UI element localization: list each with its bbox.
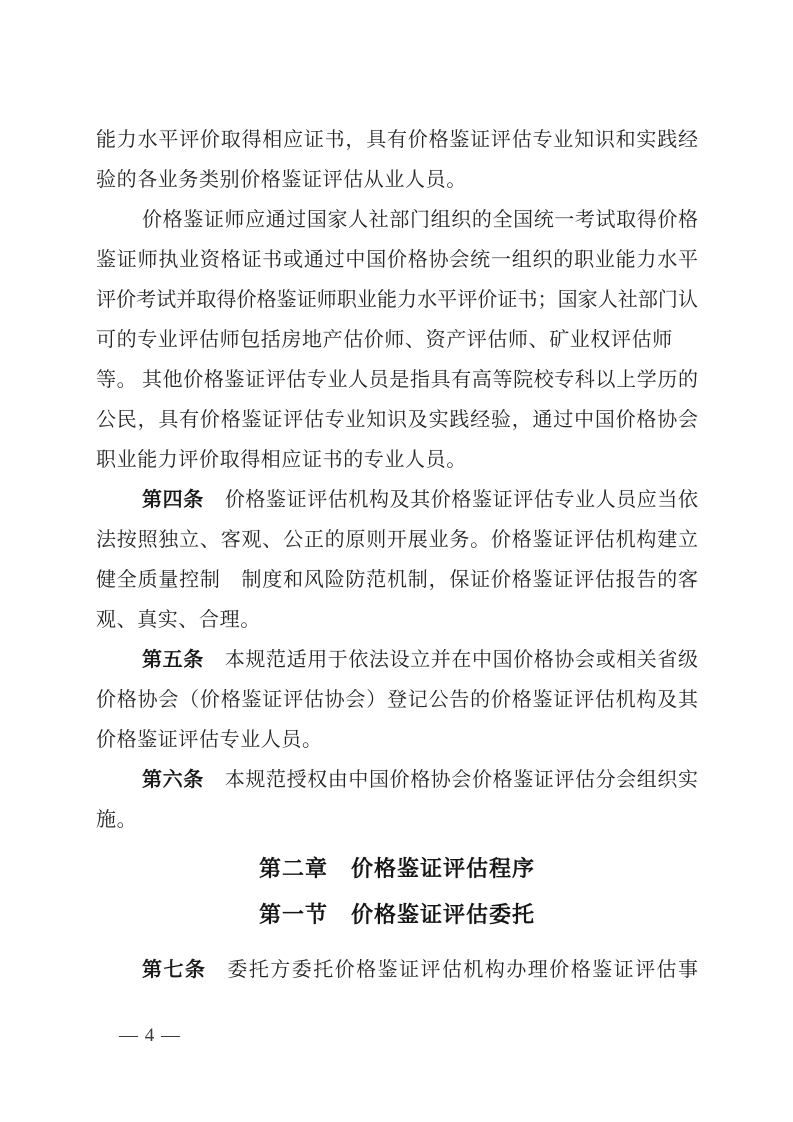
document-body <box>96 120 698 990</box>
body-line: 评价考试并取得价格鉴证师职业能力水平评价证书；国家人社部门认 <box>96 289 698 311</box>
body-line: 可的专业评估师包括房地产估价师、资产评估师、矿业权评估师等。 <box>96 329 673 391</box>
article-5-text: 本规范适用于依法设立并在中国价格协会或相关省级 <box>224 649 699 671</box>
article-7-opening-line <box>96 950 698 990</box>
body-line: 法按照独立、客观、公正的原则开展业务。价格鉴证评估机构建立 <box>96 529 698 551</box>
body-line: 验的各业务类别价格鉴证评估从业人员。 <box>96 169 467 191</box>
article-4-number: 第四条 <box>142 489 204 511</box>
body-line: 观、真实、合理。 <box>96 609 261 631</box>
article-5-opening-line <box>96 640 698 680</box>
article-6-text: 本规范授权由中国价格协会价格鉴证评估分会组织实 <box>224 769 699 791</box>
body-line: 鉴证师执业资格证书或通过中国价格协会统一组织的职业能力水平 <box>96 249 698 271</box>
article-4-opening-line <box>96 480 698 520</box>
body-line: 价格鉴证评估专业人员。 <box>96 729 323 751</box>
body-line: 价格协会（价格鉴证评估协会）登记公告的价格鉴证评估机构及其 <box>96 689 698 711</box>
body-line: 健全质量控制 制度和风险防范机制，保证价格鉴证评估报告的客 <box>96 569 698 591</box>
page-number: — 4 — <box>119 1025 181 1046</box>
article-5-number: 第五条 <box>142 649 204 671</box>
article-7-text: 委托方委托价格鉴证评估机构办理价格鉴证评估事 <box>227 959 698 981</box>
body-line: 价格鉴证师应通过国家人社部门组织的全国统一考试取得价格 <box>142 209 698 231</box>
article-6-number: 第六条 <box>142 769 204 791</box>
article-6-opening-line <box>96 760 698 800</box>
section-heading: 第一节 价格鉴证评估委托 <box>258 902 535 927</box>
article-7-number: 第七条 <box>142 959 207 981</box>
body-line: 施。 <box>96 809 138 831</box>
body-line: 公民，具有价格鉴证评估专业知识及实践经验，通过中国价格协会 <box>96 409 698 431</box>
body-line: 能力水平评价取得相应证书，具有价格鉴证评估专业知识和实践经 <box>96 129 698 151</box>
body-line: 职业能力评价取得相应证书的专业人员。 <box>96 449 467 471</box>
article-4-text: 价格鉴证评估机构及其价格鉴证评估专业人员应当依 <box>224 489 699 511</box>
chapter-heading: 第二章 价格鉴证评估程序 <box>258 856 535 881</box>
body-line: 其他价格鉴证评估专业人员是指具有高等院校专科以上学历的 <box>142 369 698 391</box>
